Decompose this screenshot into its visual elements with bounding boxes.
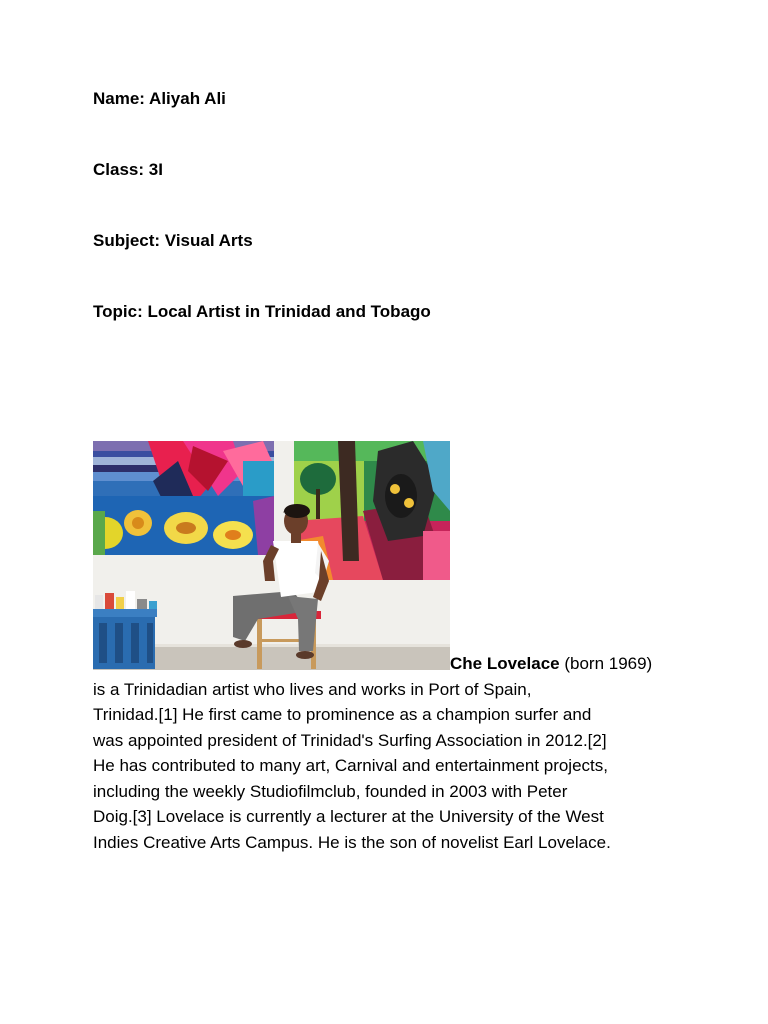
bio-lead bbox=[93, 651, 683, 677]
topic: Topic: Local Artist in Trinidad and Tobago bbox=[93, 302, 431, 321]
left-painting bbox=[93, 441, 274, 555]
student-class: Class: 3I bbox=[93, 160, 163, 179]
bio-lead-rest: (born 1969) bbox=[559, 654, 653, 673]
bio-line: was appointed president of Trinidad's Surfing Association in 2012.[2] bbox=[93, 730, 607, 750]
artist-name: Che Lovelace bbox=[450, 654, 560, 673]
bio-line: Trinidad.[1] He first came to prominence as a champion surfer and bbox=[93, 705, 592, 724]
bio-line: including the weekly Studiofilmclub, founded in 2003 with Peter bbox=[93, 781, 568, 801]
subject: Subject: Visual Arts bbox=[93, 231, 253, 250]
bio-line: is a Trinidadian artist who lives and works in Port of Spain, bbox=[93, 679, 532, 699]
bio-line: He has contributed to many art, Carnival and entertainment projects, bbox=[93, 756, 608, 775]
bio-line: Doig.[3] Lovelace is currently a lecturer at the University of the West bbox=[93, 807, 604, 826]
bio-line: Indies Creative Arts Campus. He is the son of novelist Earl Lovelace. bbox=[93, 832, 611, 852]
student-name: Name: Aliyah Ali bbox=[93, 89, 226, 108]
artist-bio bbox=[93, 651, 683, 855]
artist-photo bbox=[93, 441, 450, 670]
